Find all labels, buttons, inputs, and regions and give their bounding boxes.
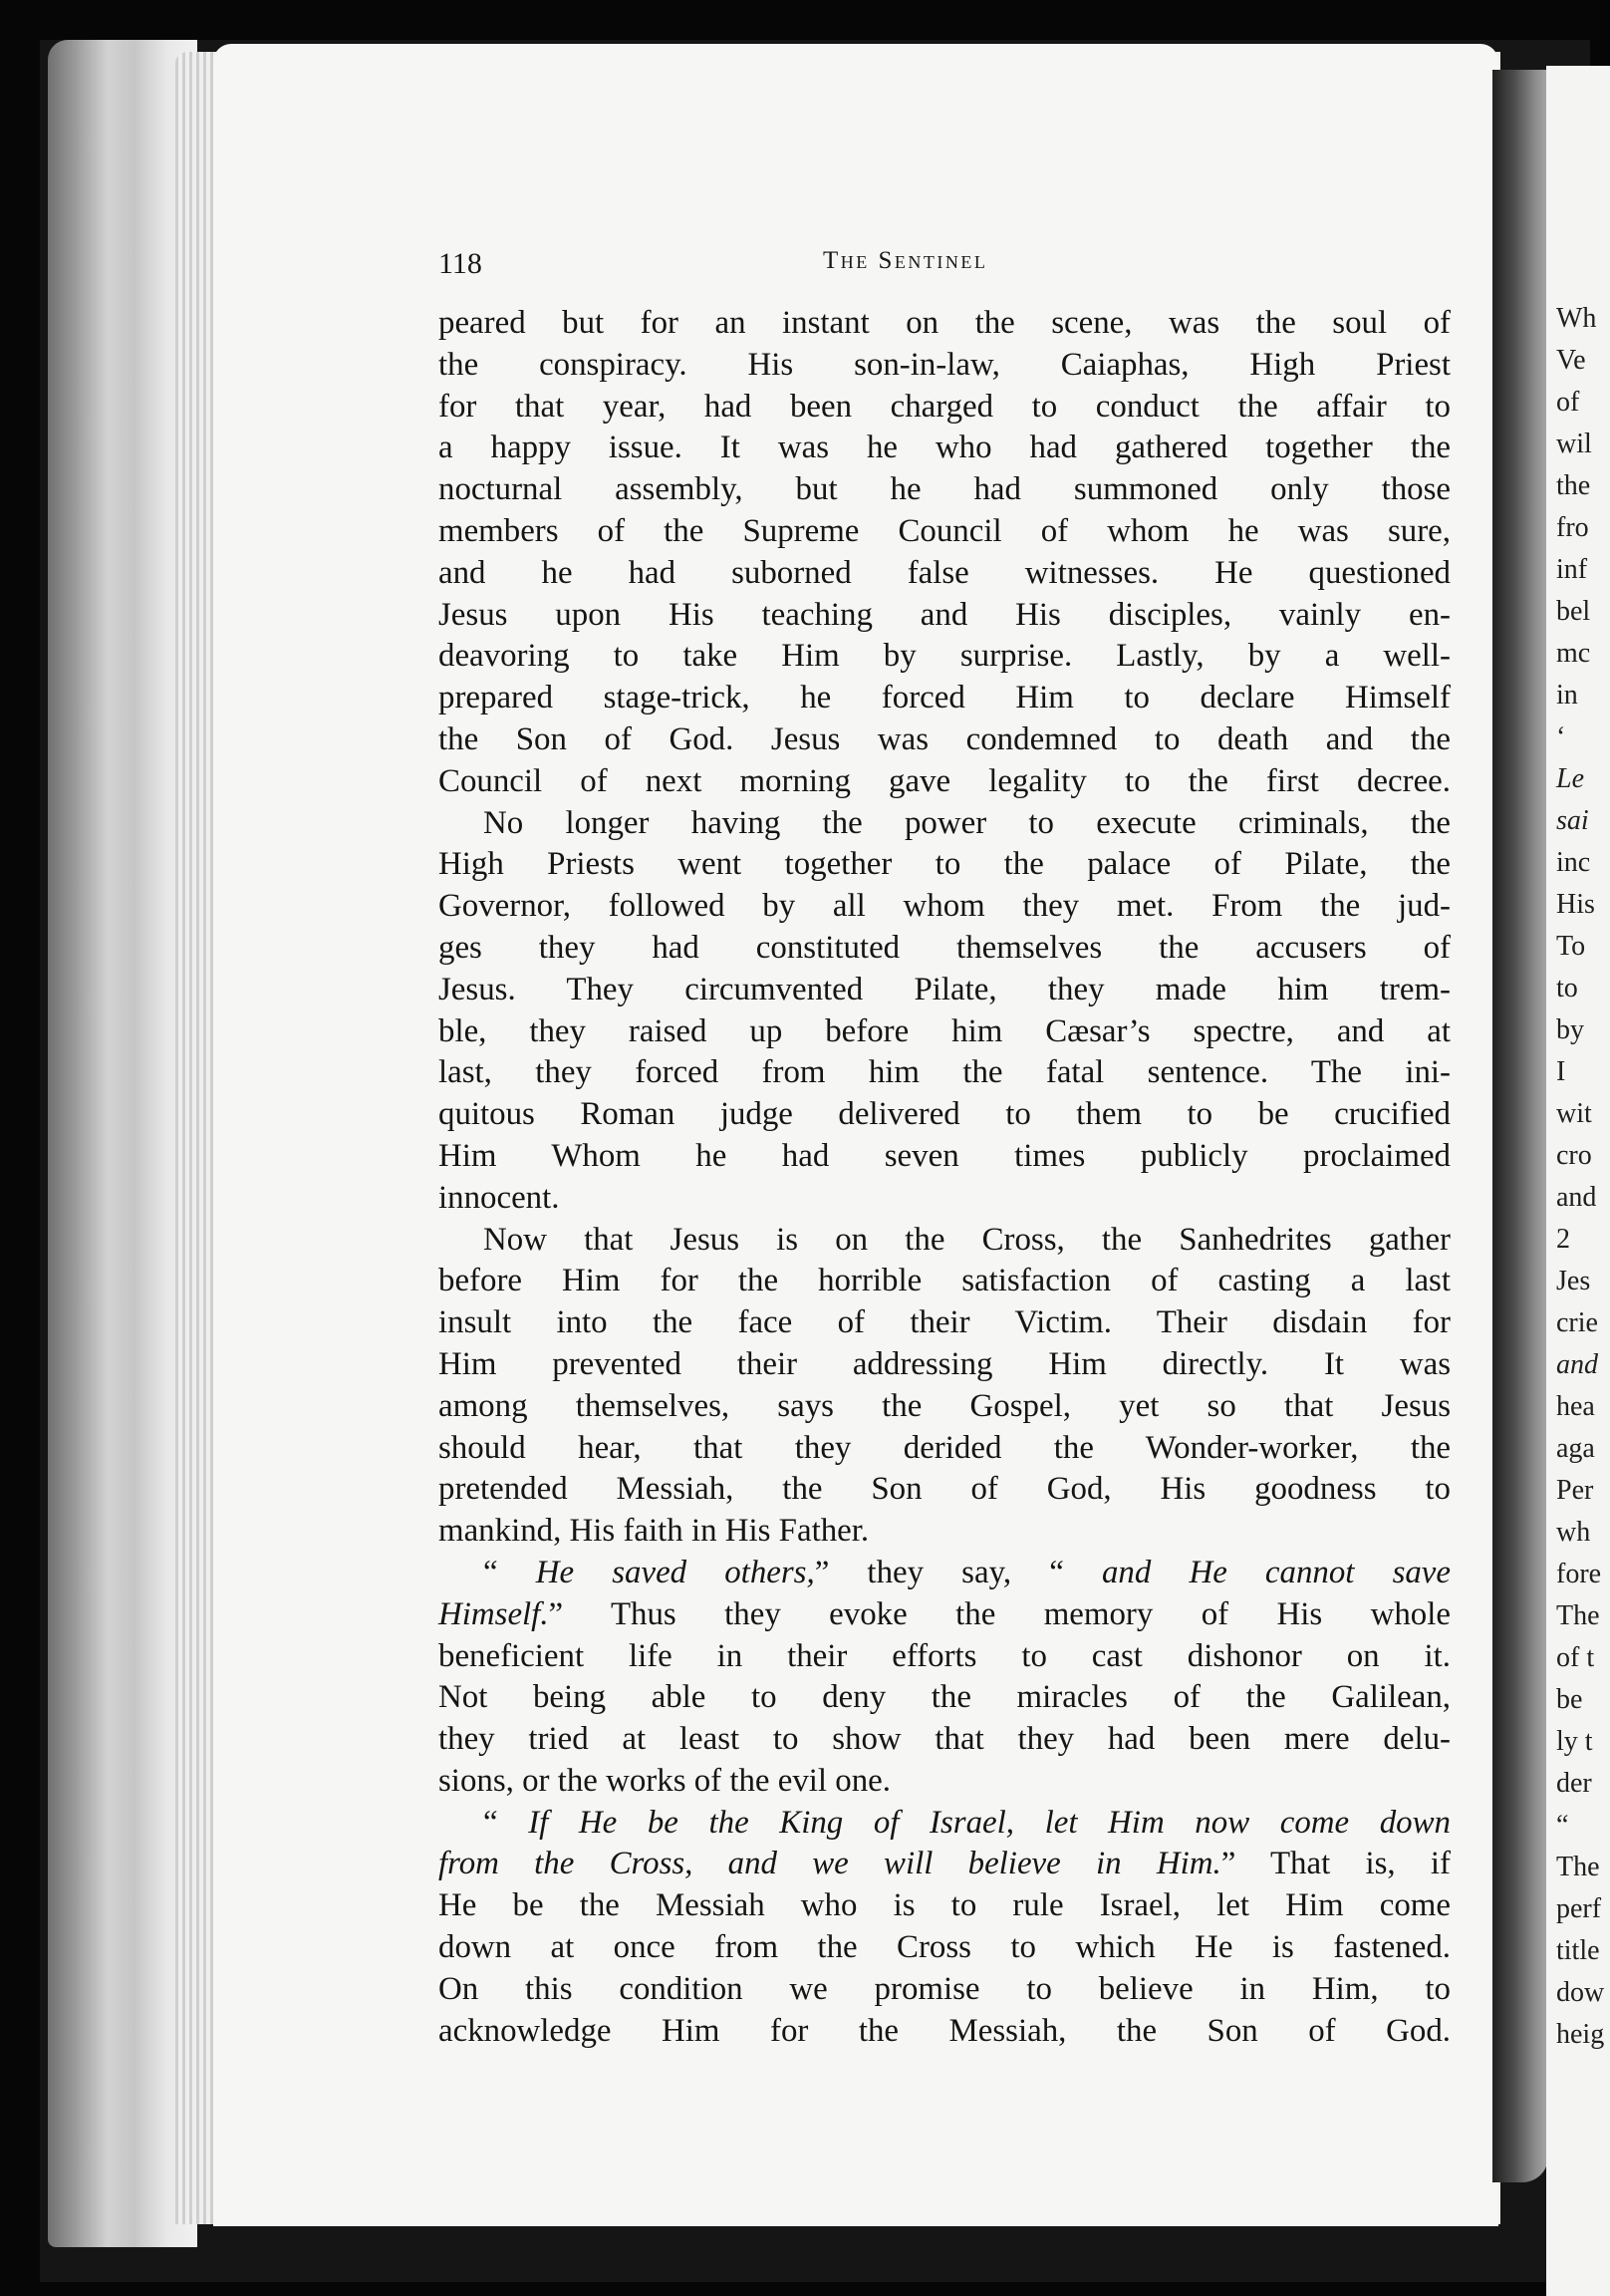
- facing-line: His: [1556, 889, 1595, 920]
- text-line: Jesus upon His teaching and His disciples, vainly en-: [438, 596, 1451, 633]
- facing-line: inf: [1556, 554, 1588, 585]
- facing-line: heig: [1556, 2019, 1605, 2050]
- text-line: pretended Messiah, the Son of God, His goodness to: [438, 1471, 1451, 1508]
- facing-line: be: [1556, 1684, 1583, 1715]
- text-line: High Priests went together to the palace of Pilate, the: [438, 846, 1451, 883]
- facing-line: of t: [1556, 1642, 1595, 1673]
- facing-line: ‘: [1556, 721, 1566, 752]
- text-line: Governor, followed by all whom they met. From the jud-: [438, 888, 1451, 925]
- facing-line: and: [1556, 1349, 1598, 1380]
- text-line: down at once from the Cross to which He is fastened.: [438, 1929, 1451, 1966]
- quote-mark: “: [483, 1554, 498, 1590]
- facing-line: hea: [1556, 1391, 1595, 1422]
- facing-line: sai: [1556, 805, 1589, 836]
- scripture-quote: Himself.: [438, 1595, 549, 1632]
- text-line: deavoring to take Him by surprise. Lastly, by a well-: [438, 638, 1451, 675]
- text-line: No longer having the power to execute criminals, the: [483, 804, 1451, 841]
- running-title: The Sentinel: [823, 247, 988, 274]
- text-line: the Son of God. Jesus was condemned to death and the: [438, 720, 1451, 757]
- quote-mark: “: [483, 1804, 498, 1841]
- text-line: Jesus. They circumvented Pilate, they made him trem-: [438, 971, 1451, 1007]
- facing-line: To: [1556, 931, 1586, 962]
- facing-line: mc: [1556, 638, 1591, 669]
- text-line: Now that Jesus is on the Cross, the Sanhedrites gather: [483, 1221, 1451, 1258]
- text-line: ges they had constituted themselves the accusers of: [438, 929, 1451, 966]
- facing-line: “: [1556, 1810, 1569, 1841]
- text-line: [438, 1594, 1451, 1636]
- text-line: acknowledge Him for the Messiah, the Son of God.: [438, 2012, 1451, 2049]
- facing-line: I: [1556, 1056, 1566, 1087]
- facing-line: dow: [1556, 1977, 1605, 2008]
- text-line: Him Whom he had seven times publicly proclaimed: [438, 1137, 1451, 1174]
- facing-line: Wh: [1556, 303, 1597, 334]
- text-line: ble, they raised up before him Cæsar’s spectre, and at: [438, 1012, 1451, 1049]
- facing-line: wh: [1556, 1517, 1591, 1548]
- text-line: members of the Supreme Council of whom he was sure,: [438, 512, 1451, 549]
- facing-line: perf: [1556, 1893, 1602, 1924]
- facing-line: fore: [1556, 1559, 1602, 1589]
- facing-line: in: [1556, 680, 1578, 711]
- text-line: last, they forced from him the fatal sentence. The ini-: [438, 1054, 1451, 1091]
- facing-line: the: [1556, 470, 1591, 501]
- quote-text: ” they say, “: [814, 1554, 1064, 1590]
- facing-line: aga: [1556, 1433, 1595, 1464]
- text-line: the conspiracy. His son-in-law, Caiaphas, High Priest: [438, 346, 1451, 383]
- text-line: mankind, His faith in His Father.: [438, 1513, 870, 1550]
- scripture-quote: He saved others,: [535, 1554, 815, 1590]
- text-line: and he had suborned false witnesses. He questioned: [438, 554, 1451, 591]
- facing-line: fro: [1556, 512, 1589, 543]
- facing-page-fragment: [1546, 66, 1610, 2296]
- scripture-quote: and He cannot save: [1101, 1554, 1452, 1590]
- text-line: quitous Roman judge delivered to them to be crucified: [438, 1096, 1451, 1133]
- facing-line: 2: [1556, 1224, 1570, 1255]
- facing-line: crie: [1556, 1307, 1598, 1338]
- text-line: innocent.: [438, 1179, 560, 1216]
- text-line: [438, 1844, 1451, 1885]
- facing-line: The: [1556, 1600, 1600, 1631]
- facing-line: Per: [1556, 1475, 1594, 1506]
- text-line: Not being able to deny the miracles of the Galilean,: [438, 1679, 1451, 1716]
- facing-line: der: [1556, 1768, 1592, 1799]
- text-line: prepared stage-trick, he forced Him to declare Himself: [438, 680, 1451, 717]
- text-line: for that year, had been charged to conduct the affair to: [438, 388, 1451, 425]
- facing-line: and: [1556, 1182, 1597, 1213]
- text-line: nocturnal assembly, but he had summoned only those: [438, 471, 1451, 508]
- book-spine-shadow: [1492, 70, 1548, 2182]
- facing-line: by: [1556, 1014, 1584, 1045]
- text-line: [438, 1803, 1451, 1845]
- facing-line: Jes: [1556, 1266, 1591, 1296]
- quote-text: ” Thus they evoke the memory of His whole: [548, 1595, 1451, 1632]
- scripture-quote: If He be the King of Israel, let Him now come down: [528, 1804, 1451, 1841]
- text-line: On this condition we promise to believe in Him, to: [438, 1970, 1451, 2007]
- text-line: Council of next morning gave legality to the first decree.: [438, 762, 1451, 799]
- facing-line: ly t: [1556, 1726, 1593, 1757]
- facing-line: inc: [1556, 847, 1591, 878]
- text-line: beneficient life in their efforts to cast dishonor on it.: [438, 1637, 1451, 1674]
- scripture-quote: from the Cross, and we will believe in Him.: [438, 1846, 1221, 1882]
- text-line: insult into the face of their Victim. Their disdain for: [438, 1304, 1451, 1341]
- facing-line: of: [1556, 387, 1580, 418]
- facing-line: cro: [1556, 1140, 1592, 1171]
- text-line: a happy issue. It was he who had gathered together the: [438, 430, 1451, 466]
- text-line: they tried at least to show that they had been mere delu-: [438, 1721, 1451, 1758]
- facing-line: Ve: [1556, 345, 1586, 376]
- text-line: should hear, that they derided the Wonder-worker, the: [438, 1429, 1451, 1466]
- text-line: peared but for an instant on the scene, was the soul of: [438, 305, 1451, 341]
- body-text: [438, 303, 1451, 2052]
- quote-text: ” That is, if: [1220, 1846, 1451, 1882]
- text-line: Him prevented their addressing Him directly. It was: [438, 1345, 1451, 1382]
- page-header: [438, 247, 1455, 287]
- text-line: among themselves, says the Gospel, yet so that Jesus: [438, 1387, 1451, 1424]
- facing-line: Le: [1556, 763, 1584, 794]
- facing-line: to: [1556, 973, 1578, 1004]
- text-line: before Him for the horrible satisfaction of casting a last: [438, 1263, 1451, 1299]
- page-number: 118: [438, 247, 482, 280]
- text-line: [438, 1553, 1451, 1594]
- text-line: sions, or the works of the evil one.: [438, 1762, 891, 1799]
- facing-line: The: [1556, 1852, 1600, 1882]
- facing-line: wil: [1556, 429, 1592, 459]
- facing-line: bel: [1556, 596, 1591, 627]
- facing-line: wit: [1556, 1098, 1592, 1129]
- facing-line: title: [1556, 1935, 1600, 1966]
- text-line: He be the Messiah who is to rule Israel, let Him come: [438, 1887, 1451, 1924]
